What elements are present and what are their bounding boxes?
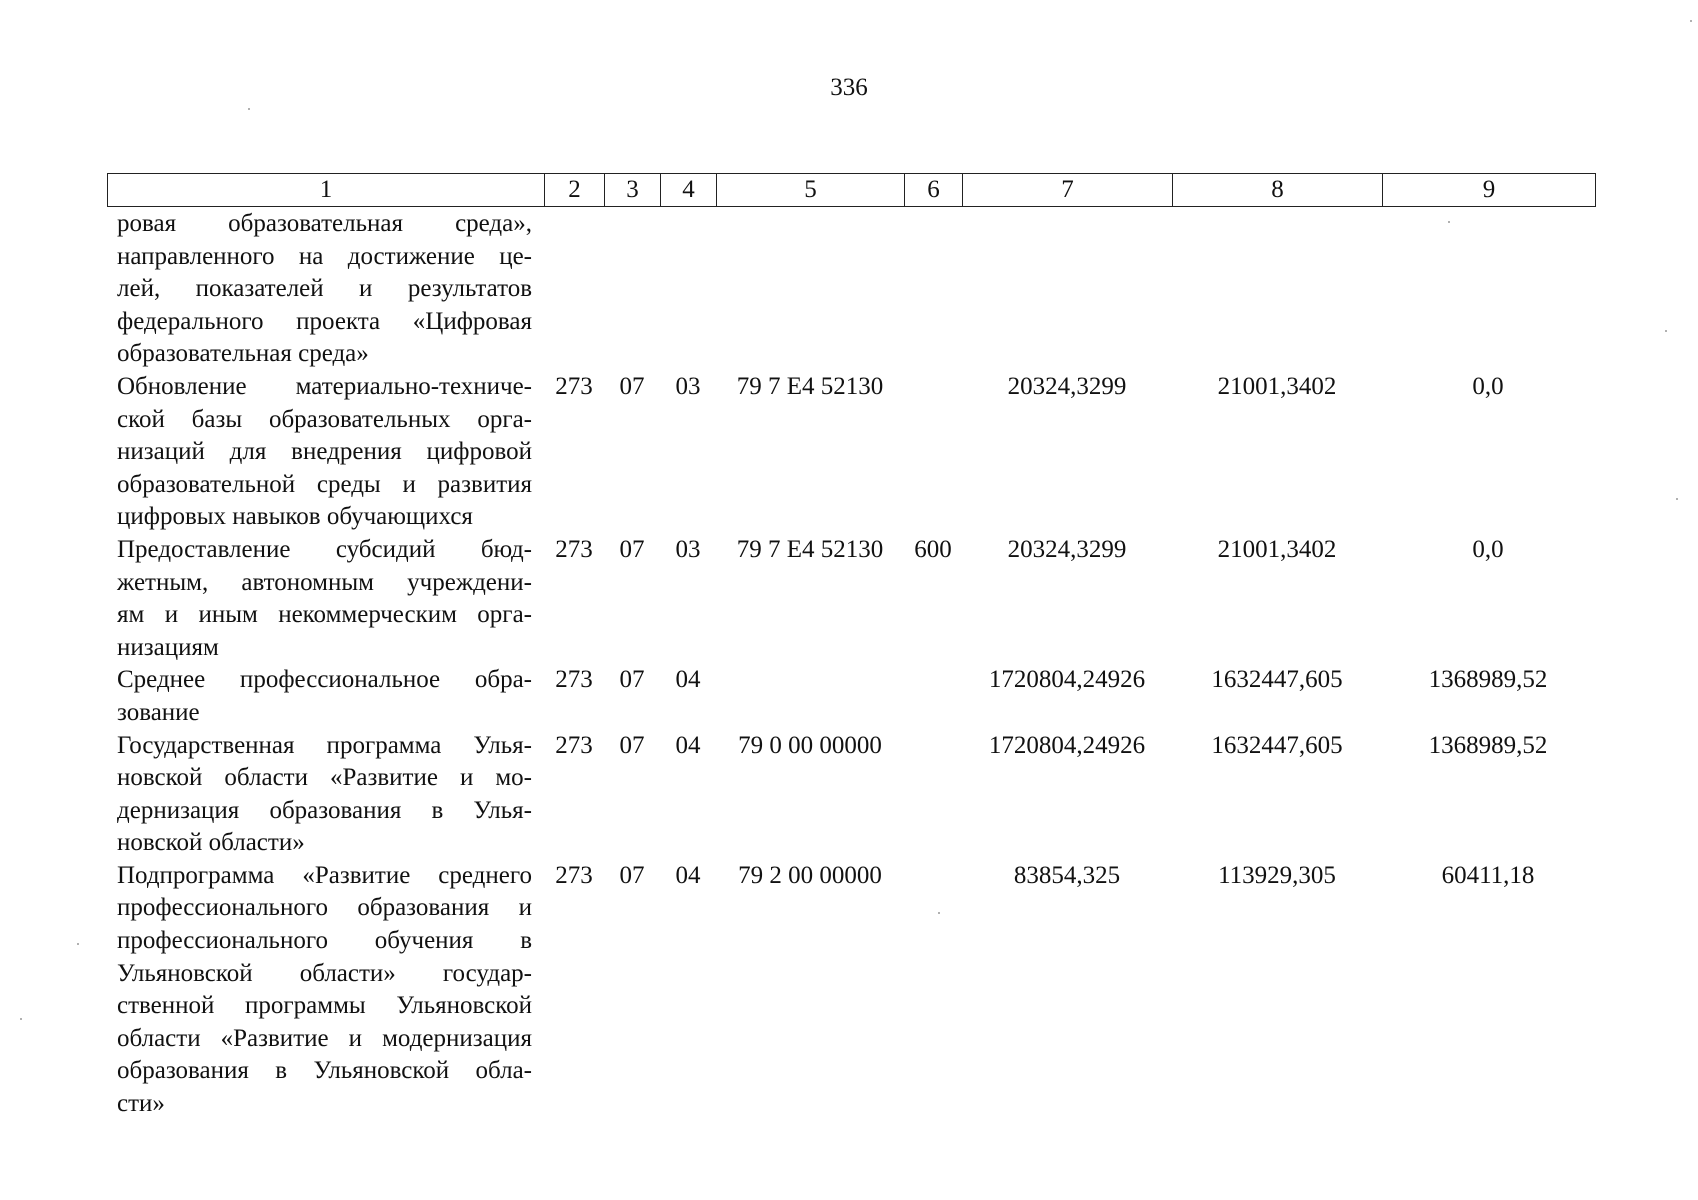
cell-section-code: 07: [619, 372, 645, 400]
column-header-6: 6: [905, 174, 963, 207]
description-line: лей, показателей и результатов: [117, 275, 532, 303]
cell-amount-col9: 1368989,52: [1428, 666, 1548, 694]
cell-target-article: 79 0 00 00000: [738, 731, 882, 759]
description-line: низаций для внедрения цифровой: [117, 438, 532, 466]
description-line: федерального проекта «Цифровая: [117, 307, 532, 335]
description-line: Предоставление субсидий бюд-: [117, 535, 532, 563]
cell-amount-col9: 1368989,52: [1428, 731, 1548, 759]
cell-amount-col7: 1720804,24926: [988, 666, 1146, 694]
description-line: сти»: [117, 1090, 165, 1118]
column-header-4: 4: [661, 174, 717, 207]
page-number: 336: [830, 74, 868, 101]
cell-amount-col8: 21001,3402: [1217, 535, 1337, 563]
cell-amount-col7: 83854,325: [1013, 861, 1121, 889]
cell-amount-col9: 0,0: [1472, 535, 1504, 563]
scan-speck: [1690, 20, 1692, 22]
description-line: образовательной среды и развития: [117, 470, 532, 498]
description-line: дернизация образования в Улья-: [117, 796, 532, 824]
row-description: [117, 534, 532, 664]
scan-speck: [1676, 498, 1678, 500]
cell-subsection-code: 04: [675, 731, 701, 759]
cell-ministry-code: 273: [555, 666, 593, 694]
table-row: [0, 208, 1698, 371]
description-line: направленного на достижение це-: [117, 242, 532, 270]
row-description: [117, 208, 532, 371]
cell-expense-type: 600: [914, 535, 952, 563]
cell-section-code: 07: [619, 535, 645, 563]
scan-speck: [938, 912, 940, 914]
cell-subsection-code: 04: [675, 861, 701, 889]
row-description: [117, 664, 532, 729]
cell-amount-col8: 1632447,605: [1211, 731, 1343, 759]
scan-speck: [77, 943, 79, 945]
column-header-1: 1: [108, 174, 545, 207]
cell-section-code: 07: [619, 731, 645, 759]
cell-target-article: 79 2 00 00000: [738, 861, 882, 889]
description-line: образовательная среда»: [117, 340, 369, 368]
description-line: ям и иным некоммерческим орга-: [117, 601, 532, 629]
table-body: [0, 208, 1698, 1121]
row-description: [117, 860, 532, 1121]
column-header-2: 2: [545, 174, 605, 207]
cell-target-article: 79 7 E4 52130: [736, 535, 884, 563]
description-line: профессионального обучения в: [117, 927, 532, 955]
description-line: низациям: [117, 633, 219, 661]
cell-amount-col7: 1720804,24926: [988, 731, 1146, 759]
cell-ministry-code: 273: [555, 535, 593, 563]
scan-speck: [248, 108, 250, 110]
cell-amount-col9: 60411,18: [1441, 861, 1535, 889]
description-line: профессионального образования и: [117, 894, 532, 922]
row-description: [117, 371, 532, 534]
cell-subsection-code: 03: [675, 372, 701, 400]
cell-amount-col7: 20324,3299: [1007, 535, 1127, 563]
description-line: новской области «Развитие и мо-: [117, 764, 532, 792]
description-line: области «Развитие и модернизация: [117, 1024, 532, 1052]
table-row: [0, 534, 1698, 664]
cell-target-article: 79 7 E4 52130: [736, 372, 884, 400]
cell-ministry-code: 273: [555, 731, 593, 759]
table-row: [0, 371, 1698, 534]
description-line: ственной программы Ульяновской: [117, 992, 532, 1020]
description-line: Ульяновской области» государ-: [117, 959, 532, 987]
cell-amount-col8: 113929,305: [1218, 861, 1336, 889]
description-line: цифровых навыков обучающихся: [117, 503, 473, 531]
table-row: [0, 860, 1698, 1121]
column-header-7: 7: [963, 174, 1173, 207]
description-line: зование: [117, 698, 200, 726]
description-line: Среднее профессиональное обра-: [117, 666, 532, 694]
cell-section-code: 07: [619, 861, 645, 889]
cell-section-code: 07: [619, 666, 645, 694]
cell-subsection-code: 03: [675, 535, 701, 563]
cell-ministry-code: 273: [555, 372, 593, 400]
description-line: образования в Ульяновской обла-: [117, 1057, 532, 1085]
row-description: [117, 730, 532, 860]
column-header-8: 8: [1173, 174, 1383, 207]
column-header-row: [107, 173, 1596, 207]
description-line: новской области»: [117, 829, 305, 857]
cell-amount-col8: 21001,3402: [1217, 372, 1337, 400]
description-line: Обновление материально-техниче-: [117, 372, 532, 400]
cell-amount-col8: 1632447,605: [1211, 666, 1343, 694]
table-row: [0, 664, 1698, 729]
scan-speck: [1448, 221, 1450, 223]
column-header-9: 9: [1383, 174, 1596, 207]
scan-speck: [1665, 330, 1667, 332]
column-header-5: 5: [717, 174, 905, 207]
description-line: Подпрограмма «Развитие среднего: [117, 861, 532, 889]
cell-amount-col9: 0,0: [1472, 372, 1504, 400]
description-line: ской базы образовательных орга-: [117, 405, 532, 433]
table-row: [0, 730, 1698, 860]
cell-subsection-code: 04: [675, 666, 701, 694]
scan-speck: [20, 1018, 22, 1020]
cell-ministry-code: 273: [555, 861, 593, 889]
description-line: жетным, автономным учреждени-: [117, 568, 532, 596]
description-line: ровая образовательная среда»,: [117, 210, 532, 237]
cell-amount-col7: 20324,3299: [1007, 372, 1127, 400]
column-header-3: 3: [605, 174, 661, 207]
description-line: Государственная программа Улья-: [117, 731, 532, 759]
